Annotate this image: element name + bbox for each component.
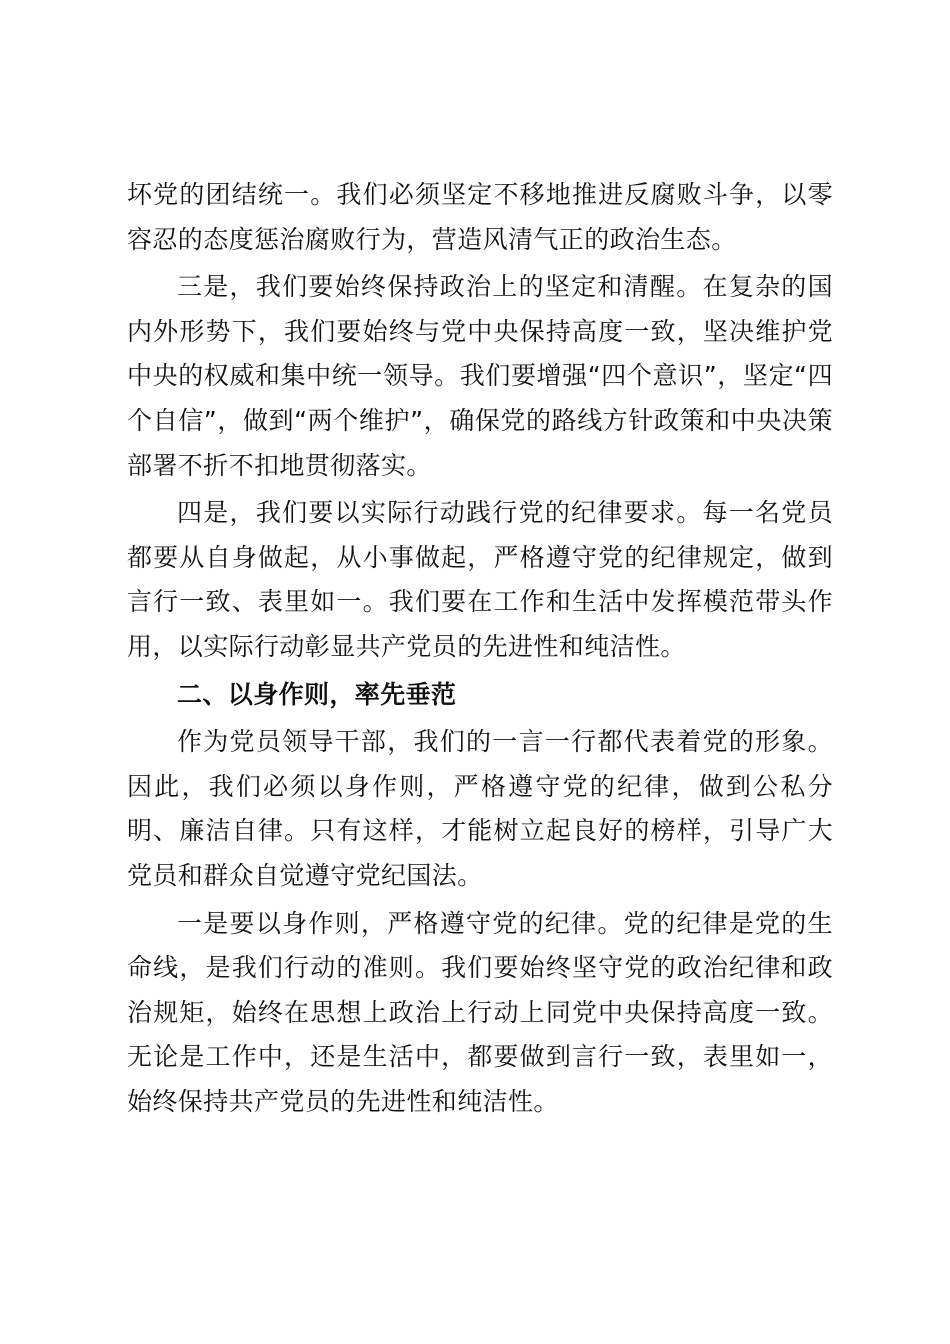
section-heading: 二、以身作则，率先垂范	[177, 679, 457, 709]
paragraph-point-four: 四是，我们要以实际行动践行党的纪律要求。每一名党员都要从自身做起，从小事做起，严格遵守党的纪律规定，做到言行一致、表里如一。我们要在工作和生活中发挥模范带头作用，以实际行动彰显共产党员的先进性和纯洁性。	[127, 498, 833, 661]
document-body	[127, 173, 833, 1127]
paragraph-section-intro: 作为党员领导干部，我们的一言一行都代表着党的形象。因此，我们必须以身作则，严格遵守党的纪律，做到公私分明、廉洁自律。只有这样，才能树立起良好的榜样，引导广大党员和群众自觉遵守党纪国法。	[127, 727, 833, 890]
paragraph-point-one: 一是要以身作则，严格遵守党的纪律。党的纪律是党的生命线，是我们行动的准则。我们要始终坚守党的政治纪律和政治规矩，始终在思想上政治上行动上同党中央保持高度一致。无论是工作中，还是生活中，都要做到言行一致，表里如一，始终保持共产党员的先进性和纯洁性。	[127, 908, 833, 1116]
paragraph-continuation: 坏党的团结统一。我们必须坚定不移地推进反腐败斗争，以零容忍的态度惩治腐败行为，营造风清气正的政治生态。	[127, 180, 833, 254]
paragraph-point-three: 三是，我们要始终保持政治上的坚定和清醒。在复杂的国内外形势下，我们要始终与党中央保持高度一致，坚决维护党中央的权威和集中统一领导。我们要增强“四个意识”，坚定“四个自信”，做到“两个维护”，确保党的路线方针政策和中央决策部署不折不扣地贯彻落实。	[127, 272, 833, 480]
